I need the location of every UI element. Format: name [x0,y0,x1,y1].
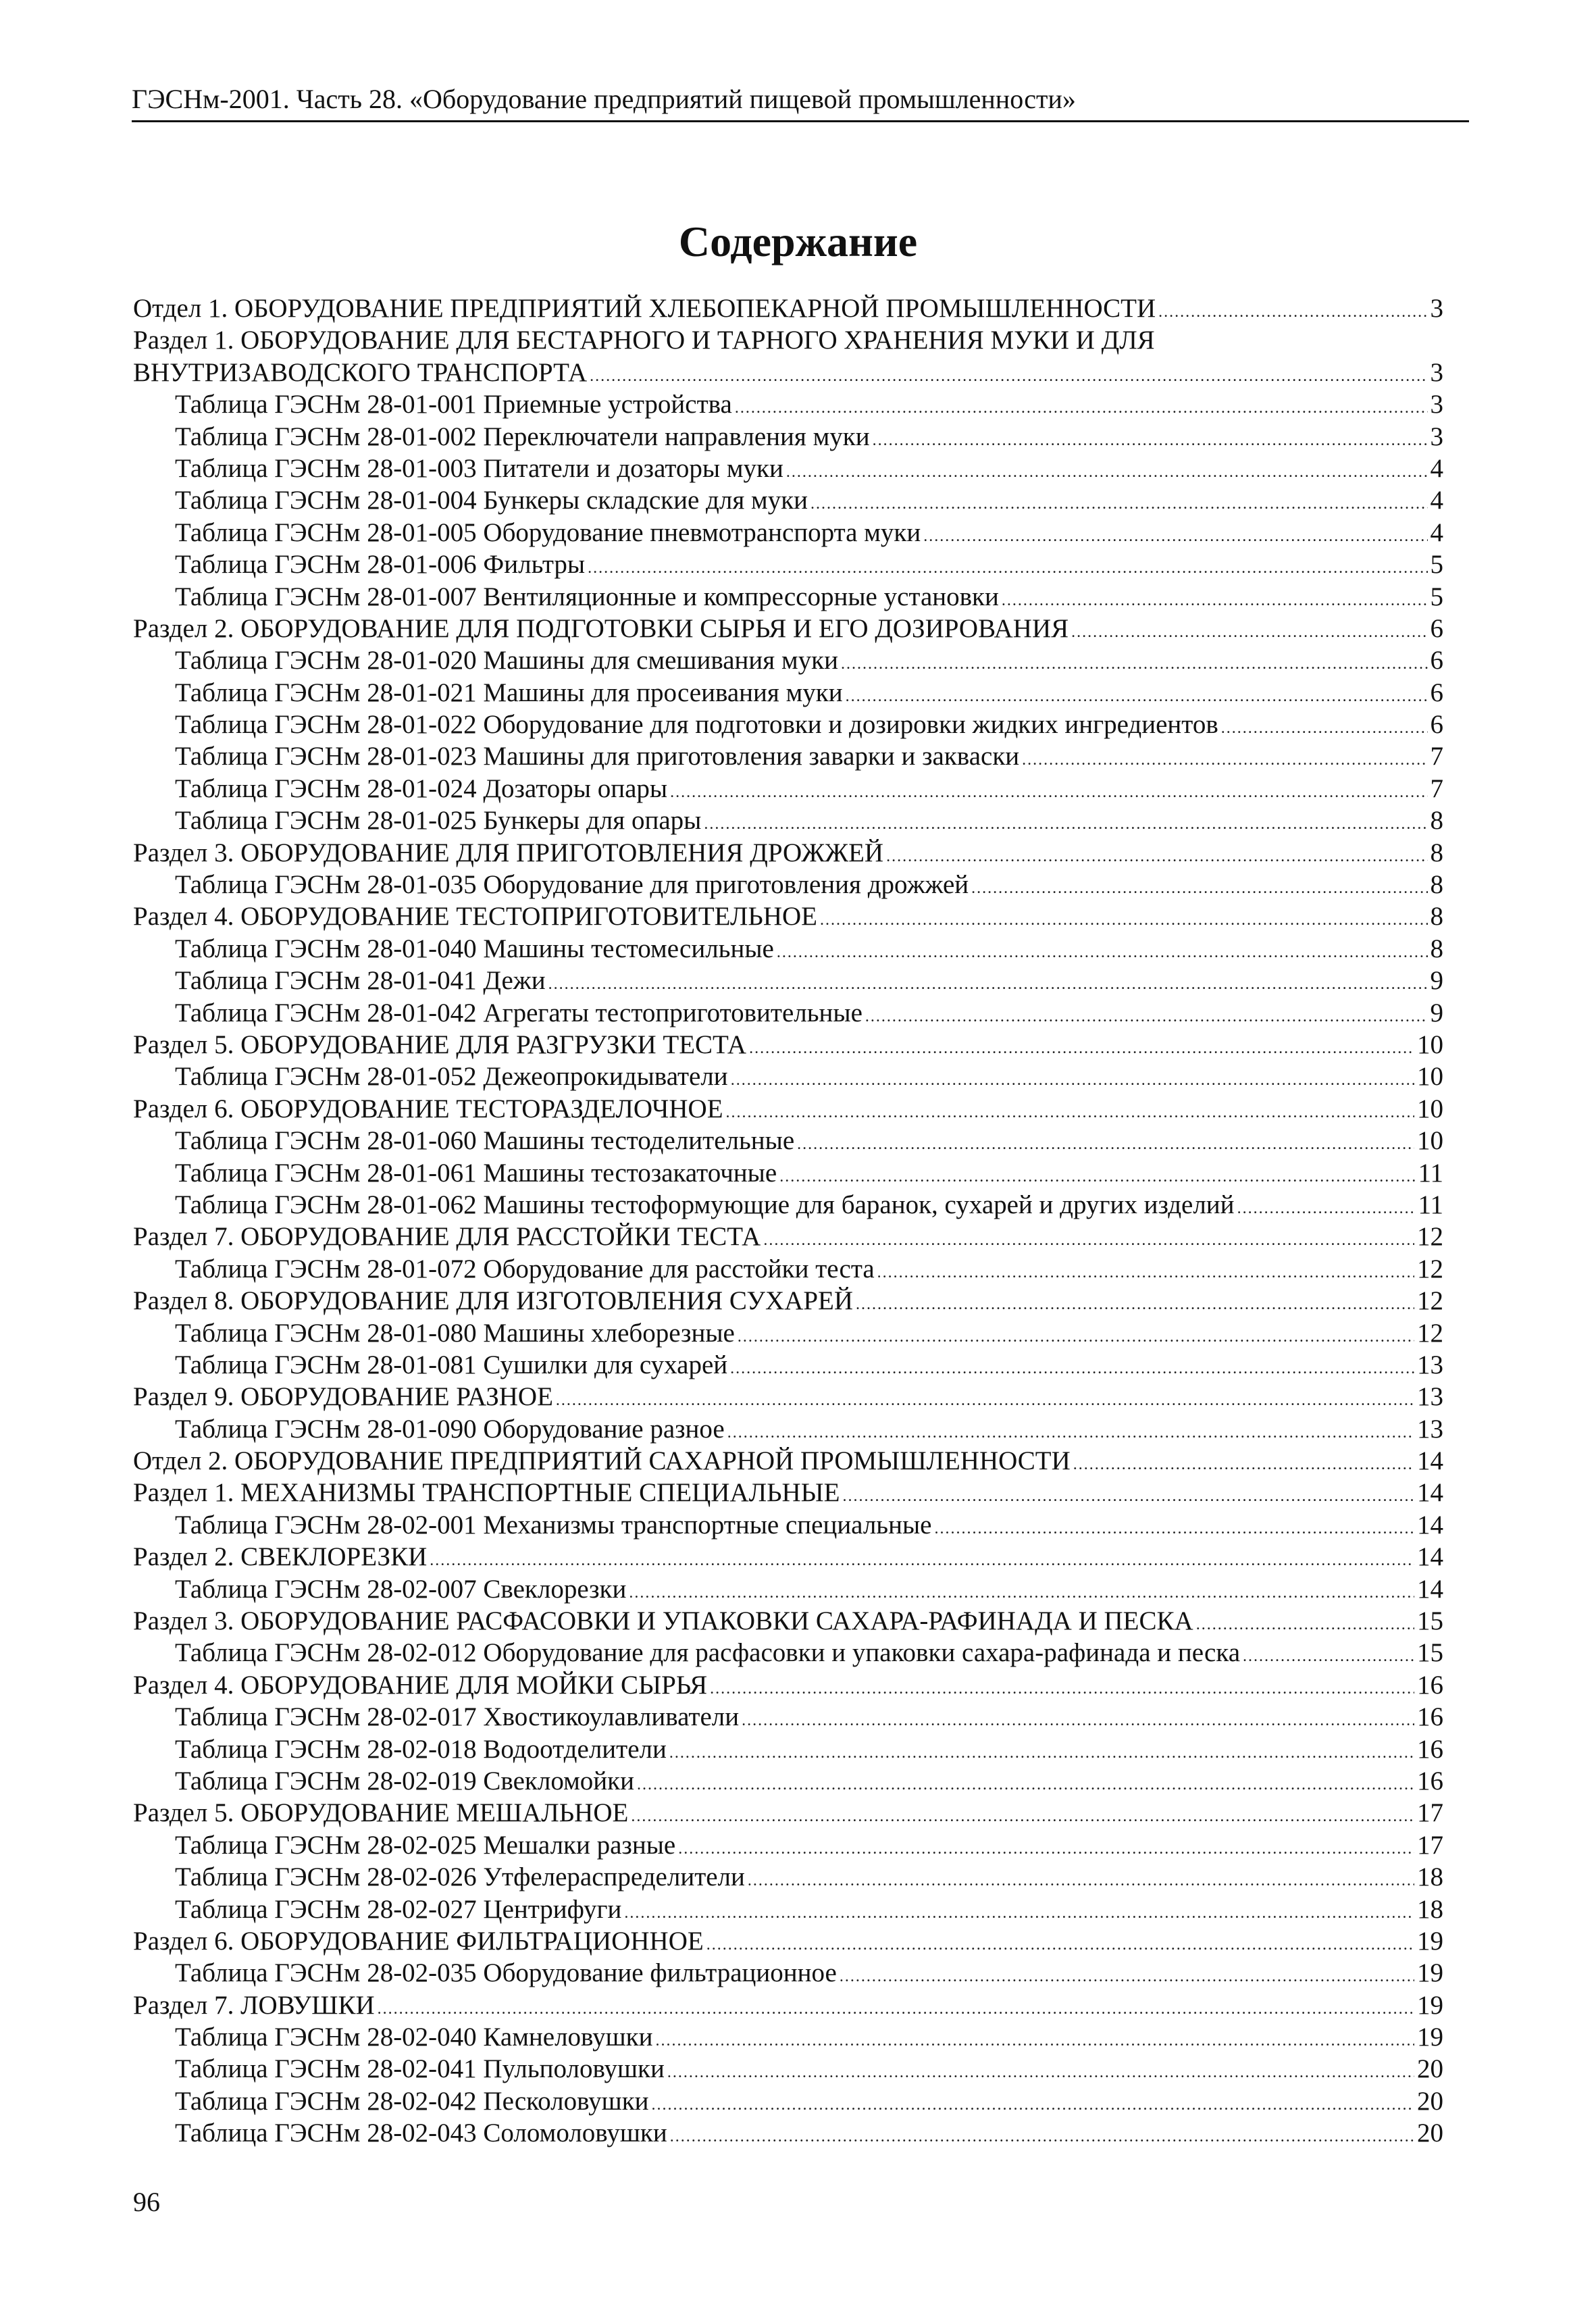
toc-table-entry [133,1637,1443,1669]
dot-leader [735,392,1428,424]
dot-leader [652,2089,1414,2121]
toc-page-number: 16 [1417,1670,1443,1700]
toc-page-number: 19 [1417,2023,1443,2052]
dot-leader [840,1961,1414,1993]
toc-entry-text: Таблица ГЭСНм 28-02-007 Свеклорезки [175,1574,627,1604]
toc-table-entry [133,869,1443,900]
toc-page-number: 16 [1417,1766,1443,1796]
toc-page-number: 11 [1418,1158,1443,1188]
toc-table-entry [133,677,1443,709]
toc-section-entry [133,293,1443,324]
toc-table-entry [133,549,1443,580]
dot-leader [1002,585,1428,617]
toc-entry-text: Таблица ГЭСНм 28-01-080 Машины хлеборезные [175,1318,735,1348]
toc-page-number: 13 [1417,1382,1443,1412]
toc-table-entry [133,1253,1443,1285]
dot-leader [923,521,1427,553]
toc-page-number: 19 [1417,1926,1443,1956]
dot-leader [727,1417,1414,1449]
toc-entry-text: Таблица ГЭСНм 28-02-026 Утфелераспределители [175,1862,745,1892]
toc-entry-text: Таблица ГЭСНм 28-01-005 Оборудование пневмотранспорта муки [175,517,921,547]
toc-entry-text: Таблица ГЭСНм 28-01-006 Фильтры [175,550,586,580]
toc-table-entry [133,1733,1443,1765]
toc-entry-text: Таблица ГЭСНм 28-01-041 Дежи [175,966,546,996]
toc-section-entry [133,900,1443,932]
dot-leader [548,969,1428,1000]
toc-entry-text: Таблица ГЭСНм 28-01-062 Машины тестоформующие для баранок, сухарей и других изделий [175,1190,1235,1219]
toc-table-entry [133,1125,1443,1156]
toc-section-entry [133,1669,1443,1701]
toc-entry-text: Раздел 4. ОБОРУДОВАНИЕ ДЛЯ МОЙКИ СЫРЬЯ [133,1670,708,1700]
toc-entry-text: Раздел 9. ОБОРУДОВАНИЕ РАЗНОЕ [133,1382,553,1412]
dot-leader [1221,713,1428,744]
toc-page-number: 6 [1430,678,1443,707]
toc-entry-text: Раздел 7. ЛОВУШКИ [133,1990,375,2020]
toc-page-number: 8 [1430,806,1443,836]
page-title: Содержание [678,218,918,265]
toc-page-number: 8 [1430,838,1443,867]
toc-section-entry [133,1093,1443,1125]
dot-leader [629,1577,1414,1609]
dot-leader [749,1033,1414,1065]
toc-table-entry [133,2117,1443,2149]
toc-table-entry [133,1157,1443,1189]
dot-leader [886,841,1427,873]
dot-leader [631,1801,1414,1833]
toc-entry-text: Таблица ГЭСНм 28-01-090 Оборудование разное [175,1414,725,1444]
toc-page-number: 3 [1430,422,1443,451]
dot-leader [726,1097,1414,1129]
toc-table-entry [133,1861,1443,1893]
running-header: ГЭСНм-2001. Часть 28. «Оборудование предприятий пищевой промышленности» [132,80,1469,122]
dot-leader [430,1545,1414,1577]
toc-page-number: 14 [1417,1446,1443,1476]
toc-entry-text: Таблица ГЭСНм 28-01-081 Сушилки для сухарей [175,1350,728,1379]
toc-entry-text: Раздел 7. ОБОРУДОВАНИЕ ДЛЯ РАССТОЙКИ ТЕСТА [133,1222,761,1252]
dot-leader [786,457,1428,488]
toc-page-number: 18 [1417,1862,1443,1892]
toc-section-entry [133,357,1443,388]
toc-section-entry [133,1925,1443,1957]
toc-page-number: 18 [1417,1894,1443,1924]
dot-leader [590,361,1427,392]
toc-entry-text: Таблица ГЭСНм 28-02-018 Водоотделители [175,1734,667,1764]
toc-table-entry [133,1317,1443,1349]
toc-page-number: 12 [1417,1286,1443,1316]
toc-page-number: 20 [1417,2086,1443,2116]
toc-entry-text: Таблица ГЭСНм 28-01-007 Вентиляционные и компрессорные установки [175,582,999,611]
toc-table-entry [133,997,1443,1029]
toc-page-number: 11 [1418,1190,1443,1219]
dot-leader [820,905,1428,936]
toc-entry-text: Раздел 3. ОБОРУДОВАНИЕ РАСФАСОВКИ И УПАКОВКИ САХАРА-РАФИНАДА И ПЕСКА [133,1606,1193,1636]
toc-section-entry [133,1445,1443,1477]
toc-page-number: 8 [1430,902,1443,932]
toc-entry-text: Таблица ГЭСНм 28-01-001 Приемные устройства [175,390,732,420]
toc-page-number: 9 [1430,998,1443,1027]
toc-entry-text: Отдел 2. ОБОРУДОВАНИЕ ПРЕДПРИЯТИЙ САХАРНОЙ ПРОМЫШЛЕННОСТИ [133,1446,1071,1476]
dot-leader [934,1513,1414,1545]
dot-leader [378,1993,1414,2025]
toc-entry-text: Таблица ГЭСНм 28-02-012 Оборудование для расфасовки и упаковки сахара-рафинада и песка [175,1638,1241,1668]
toc-page-number: 9 [1430,966,1443,996]
dot-leader [797,1129,1414,1161]
toc-page-number: 19 [1417,1990,1443,2020]
dot-leader [777,937,1428,969]
dot-leader [556,1385,1414,1417]
toc-table-entry [133,2085,1443,2117]
toc-table-entry [133,2053,1443,2085]
toc-entry-text: Таблица ГЭСНм 28-02-025 Мешалки разные [175,1830,676,1860]
toc-page-number: 8 [1430,870,1443,900]
toc-page-number: 20 [1417,2118,1443,2148]
toc-entry-text: Таблица ГЭСНм 28-01-024 Дозаторы опары [175,773,668,803]
dot-leader [667,2057,1414,2089]
toc-section-entry [133,613,1443,644]
dot-leader [669,1737,1414,1769]
toc-table-entry [133,388,1443,420]
toc-table-entry [133,1189,1443,1221]
toc-section-entry [133,1797,1443,1829]
toc-page-number: 8 [1430,934,1443,963]
dot-leader [670,2121,1414,2153]
toc-entry-text: Таблица ГЭСНм 28-02-041 Пульполовушки [175,2054,665,2084]
toc-table-entry [133,1957,1443,1989]
toc-entry-text: Таблица ГЭСНм 28-02-035 Оборудование фильтрационное [175,1958,837,1988]
toc-entry-text: Таблица ГЭСНм 28-02-017 Хвостикоулавливатели [175,1702,740,1732]
toc-entry-text: Раздел 6. ОБОРУДОВАНИЕ ФИЛЬТРАЦИОННОЕ [133,1926,704,1956]
dot-leader [865,1001,1428,1033]
dot-leader [731,1065,1414,1096]
dot-leader [846,681,1428,713]
dot-leader [706,1929,1414,1961]
dot-leader [1237,1193,1416,1225]
toc-entry-text: Раздел 1. МЕХАНИЗМЫ ТРАНСПОРТНЫЕ СПЕЦИАЛЬНЫЕ [133,1478,840,1508]
toc-page-number: 7 [1430,773,1443,803]
toc-entry-text: Раздел 5. ОБОРУДОВАНИЕ МЕШАЛЬНОЕ [133,1798,629,1828]
dot-leader [710,1673,1414,1705]
toc-entry-text: Таблица ГЭСНм 28-01-002 Переключатели направления муки [175,422,870,451]
toc-table-entry [133,1701,1443,1733]
dot-leader [1158,297,1427,328]
toc-table-entry [133,1573,1443,1605]
toc-entry-text: Таблица ГЭСНм 28-01-035 Оборудование для приготовления дрожжей [175,870,969,900]
dot-leader [856,1289,1414,1321]
toc-entry-text: Отдел 1. ОБОРУДОВАНИЕ ПРЕДПРИЯТИЙ ХЛЕБОПЕКАРНОЙ ПРОМЫШЛЕННОСТИ [133,294,1156,323]
toc-page-number: 12 [1417,1254,1443,1283]
toc-entry-text: Таблица ГЭСНм 28-01-022 Оборудование для подготовки и дозировки жидких ингредиентов [175,710,1218,740]
toc-entry-text: Таблица ГЭСНм 28-02-040 Камнеловушки [175,2023,653,2052]
toc-table-entry [133,965,1443,996]
dot-leader [873,425,1428,457]
toc-page-number: 3 [1430,357,1443,387]
toc-entry-text: Таблица ГЭСНм 28-02-019 Свекломойки [175,1766,634,1796]
toc-entry-text: Таблица ГЭСНм 28-01-021 Машины для просеивания муки [175,678,843,707]
dot-leader [779,1161,1415,1193]
toc-table-entry [133,484,1443,516]
toc-entry-text: Таблица ГЭСНм 28-01-060 Машины тестоделительные [175,1126,795,1156]
toc-page-number: 17 [1417,1830,1443,1860]
dot-leader [730,1353,1414,1385]
toc-page-number: 13 [1417,1350,1443,1379]
toc-page-number: 10 [1417,1126,1443,1156]
dot-leader [877,1257,1414,1289]
toc-entry-text: Раздел 3. ОБОРУДОВАНИЕ ДЛЯ ПРИГОТОВЛЕНИЯ ДРОЖЖЕЙ [133,838,884,867]
dot-leader [704,809,1427,840]
toc-page-number: 14 [1417,1478,1443,1508]
toc-page-number: 10 [1417,1030,1443,1059]
page-number: 96 [133,2187,160,2217]
dot-leader [1243,1641,1414,1673]
dot-leader [588,553,1427,584]
dot-leader [637,1769,1414,1801]
toc-entry-text: Раздел 4. ОБОРУДОВАНИЕ ТЕСТОПРИГОТОВИТЕЛЬНОЕ [133,902,817,932]
toc-entry-text: ВНУТРИЗАВОДСКОГО ТРАНСПОРТА [133,357,588,387]
toc-section-entry [133,1029,1443,1061]
toc-table-entry [133,1765,1443,1797]
toc-table-entry [133,644,1443,676]
dot-leader [1071,617,1427,649]
toc-page-number: 10 [1417,1062,1443,1092]
toc-section-entry [133,324,1443,356]
toc-table-entry [133,740,1443,772]
toc-table-entry [133,581,1443,613]
toc-entry-text: Таблица ГЭСНм 28-01-072 Оборудование для расстойки теста [175,1254,875,1283]
dot-leader [742,1705,1414,1737]
toc-section-entry [133,837,1443,869]
toc-entry-text: Таблица ГЭСНм 28-02-042 Песколовушки [175,2086,649,2116]
dot-leader [670,777,1427,809]
toc-page-number: 12 [1417,1318,1443,1348]
toc-page-number: 14 [1417,1574,1443,1604]
toc-page-number: 4 [1430,517,1443,547]
toc-section-entry [133,1477,1443,1508]
dot-leader [971,873,1427,905]
toc-table-entry [133,453,1443,484]
toc-entry-text: Раздел 8. ОБОРУДОВАНИЕ ДЛЯ ИЗГОТОВЛЕНИЯ СУХАРЕЙ [133,1286,854,1316]
toc-page-number: 15 [1417,1638,1443,1668]
toc-page-number: 12 [1417,1222,1443,1252]
toc-section-entry [133,1989,1443,2021]
toc-section-entry [133,1285,1443,1317]
toc-entry-text: Раздел 5. ОБОРУДОВАНИЕ ДЛЯ РАЗГРУЗКИ ТЕСТА [133,1030,747,1059]
toc-page-number: 5 [1430,582,1443,611]
table-of-contents [133,293,1443,2150]
toc-table-entry [133,1413,1443,1445]
toc-page-number: 6 [1430,710,1443,740]
toc-page-number: 3 [1430,390,1443,420]
toc-entry-text: Раздел 1. ОБОРУДОВАНИЕ ДЛЯ БЕСТАРНОГО И ТАРНОГО ХРАНЕНИЯ МУКИ И ДЛЯ [133,326,1155,355]
dot-leader [1022,744,1427,776]
toc-table-entry [133,2021,1443,2053]
toc-page-number: 14 [1417,1510,1443,1540]
toc-entry-text: Раздел 6. ОБОРУДОВАНИЕ ТЕСТОРАЗДЕЛОЧНОЕ [133,1094,723,1123]
toc-table-entry [133,1349,1443,1381]
toc-entry-text: Таблица ГЭСНм 28-01-061 Машины тестозакаточные [175,1158,777,1188]
dot-leader [624,1898,1414,1929]
toc-entry-text: Таблица ГЭСНм 28-01-052 Дежеопрокидыватели [175,1062,728,1092]
toc-page-number: 10 [1417,1094,1443,1123]
toc-table-entry [133,517,1443,549]
dot-leader [810,488,1427,520]
toc-section-entry [133,1541,1443,1573]
toc-page-number: 4 [1430,486,1443,515]
toc-table-entry [133,709,1443,740]
toc-entry-text: Раздел 2. ОБОРУДОВАНИЕ ДЛЯ ПОДГОТОВКИ СЫРЬЯ И ЕГО ДОЗИРОВАНИЯ [133,613,1069,643]
dot-leader [748,1865,1414,1897]
toc-page-number: 14 [1417,1542,1443,1572]
toc-page-number: 13 [1417,1414,1443,1444]
toc-entry-text: Таблица ГЭСНм 28-01-025 Бункеры для опары [175,806,702,836]
toc-entry-text: Таблица ГЭСНм 28-01-020 Машины для смешивания муки [175,646,838,676]
dot-leader [678,1833,1414,1865]
dot-leader [655,2025,1414,2057]
toc-entry-text: Таблица ГЭСНм 28-01-003 Питатели и дозаторы муки [175,453,783,483]
dot-leader [1073,1449,1414,1481]
toc-entry-text: Таблица ГЭСНм 28-01-023 Машины для приготовления заварки и закваски [175,742,1020,771]
toc-entry-text: Таблица ГЭСНм 28-01-004 Бункеры складские для муки [175,486,808,515]
toc-section-entry [133,1221,1443,1252]
toc-table-entry [133,773,1443,805]
toc-table-entry [133,933,1443,965]
toc-table-entry [133,421,1443,453]
dot-leader [1196,1609,1414,1641]
toc-page-number: 4 [1430,453,1443,483]
toc-page-number: 7 [1430,742,1443,771]
toc-entry-text: Таблица ГЭСНм 28-02-027 Центрифуги [175,1894,622,1924]
toc-table-entry [133,1509,1443,1541]
toc-table-entry [133,1893,1443,1925]
toc-table-entry [133,1061,1443,1092]
toc-page-number: 6 [1430,646,1443,676]
toc-section-entry [133,1381,1443,1413]
toc-table-entry [133,1829,1443,1861]
toc-entry-text: Таблица ГЭСНм 28-01-042 Агрегаты тестоприготовительные [175,998,863,1027]
toc-page-number: 20 [1417,2054,1443,2084]
toc-entry-text: Раздел 2. СВЕКЛОРЕЗКИ [133,1542,428,1572]
toc-page-number: 16 [1417,1734,1443,1764]
toc-page-number: 16 [1417,1702,1443,1732]
dot-leader [841,649,1428,680]
toc-section-entry [133,1605,1443,1637]
toc-page-number: 15 [1417,1606,1443,1636]
toc-entry-text: Таблица ГЭСНм 28-02-001 Механизмы транспортные специальные [175,1510,932,1540]
toc-table-entry [133,805,1443,836]
dot-leader [763,1225,1414,1256]
toc-entry-text: Таблица ГЭСНм 28-02-043 Соломоловушки [175,2118,667,2148]
toc-page-number: 17 [1417,1798,1443,1828]
toc-page-number: 6 [1430,613,1443,643]
toc-page-number: 3 [1430,294,1443,323]
dot-leader [842,1481,1414,1513]
toc-entry-text: Таблица ГЭСНм 28-01-040 Машины тестомесильные [175,934,774,963]
dot-leader [738,1321,1414,1353]
toc-page-number: 5 [1430,550,1443,580]
toc-page-number: 19 [1417,1958,1443,1988]
